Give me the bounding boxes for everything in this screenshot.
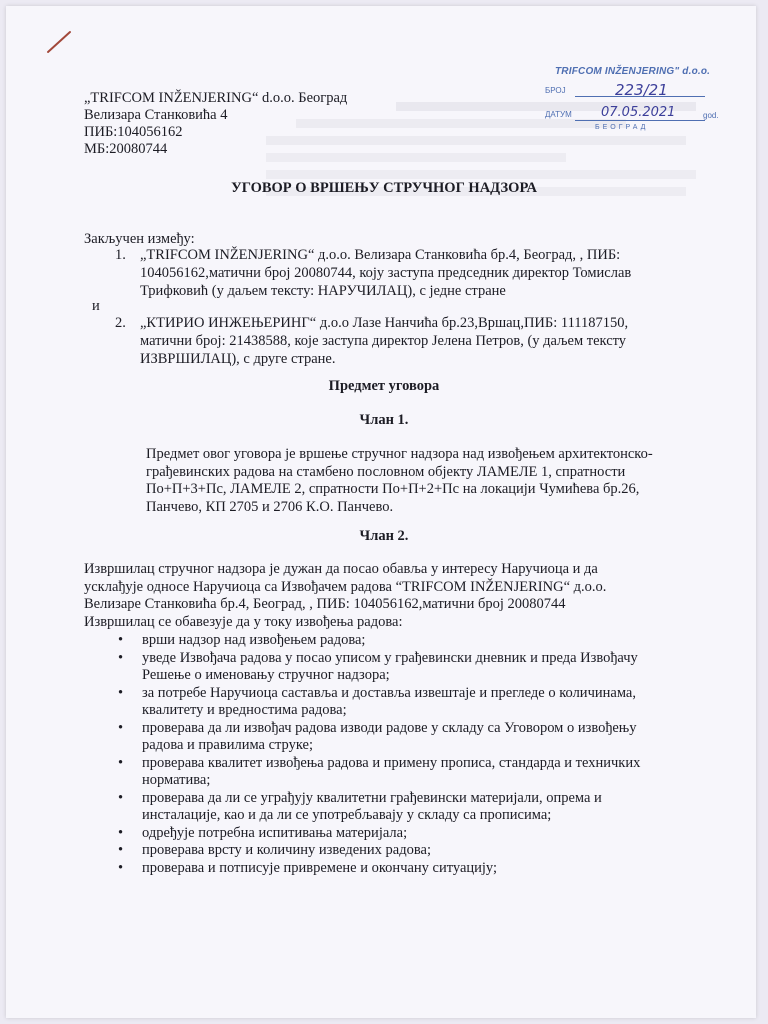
duty-line: инсталације, као и да ли се употребљавају у складу са прописима; <box>142 807 552 823</box>
stamp-number-label: БРОЈ <box>545 86 566 95</box>
stamp-year-suffix: god. <box>703 111 719 120</box>
duty-item <box>118 860 640 878</box>
bullet-icon: • <box>118 719 124 736</box>
article-1-heading: Члан 1. <box>359 412 409 428</box>
duty-line: уведе Извођача радова у посао уписом у грађевински дневник и преда Извођачу <box>142 649 638 666</box>
bullet-icon: • <box>118 684 124 701</box>
duty-item <box>118 650 640 685</box>
bullet-icon: • <box>118 842 124 858</box>
pen-stroke-mark <box>44 26 74 56</box>
duty-line: врши надзор над извођењем радова; <box>142 632 366 648</box>
bullet-icon: • <box>118 632 124 648</box>
stamp-date-label: ДАТУМ <box>545 110 572 119</box>
party-1-number: 1. <box>115 247 126 263</box>
duties-list <box>118 632 640 877</box>
article-2-heading: Члан 2. <box>359 528 409 544</box>
bullet-icon: • <box>118 859 124 876</box>
party-2-line: „КТИРИО ИНЖЕЊЕРИНГ“ д.о.о Лазе Нанчића бр.23,Вршац,ПИБ: 111187150, <box>140 315 629 331</box>
duty-line: за потребе Наручиоца саставља и доставља извештаје и прегледе о количинама, <box>142 684 636 701</box>
duty-item <box>118 790 640 825</box>
party-2-line: матични број: 21438588, које заступа директор Јелена Петров, (у даљем тексту <box>140 333 627 349</box>
duty-line: проверава квалитет извођења радова и примену прописа, стандарда и техничких <box>142 754 641 771</box>
and-conjunction: и <box>92 298 100 314</box>
article-2-line: Извршилац се обавезује да у току извођења радова: <box>84 613 403 630</box>
stamp-company: TRIFCOM INŽENJERING" d.o.o. <box>555 66 711 77</box>
duty-item <box>118 825 640 843</box>
article-2-text <box>84 561 606 631</box>
duty-line: одређује потребна испитивања материјала; <box>142 824 408 841</box>
sender-header <box>84 90 347 158</box>
registration-stamp <box>545 64 725 134</box>
duty-item <box>118 755 640 790</box>
party-1-line: Трифковић (у даљем тексту: НАРУЧИЛАЦ), с једне стране <box>140 283 506 299</box>
party-1-line: „TRIFCOM INŽENJERING“ д.о.о. Велизара Станковића бр.4, Београд, , ПИБ: <box>140 247 621 263</box>
bullet-icon: • <box>118 754 124 771</box>
sender-mb: МБ:20080744 <box>84 141 168 157</box>
article-2-line: Велизаре Станковића бр.4, Београд, , ПИБ: 104056162,матични број 20080744 <box>84 596 566 612</box>
party-1-text <box>140 246 631 300</box>
party-2-number: 2. <box>115 315 126 331</box>
duty-item <box>118 632 640 650</box>
article-1-line: грађевинских радова на стамбено пословном објекту ЛАМЕЛЕ 1, спратности <box>146 463 626 480</box>
duty-line: норматива; <box>142 772 211 788</box>
duty-item <box>118 720 640 755</box>
party-2-text <box>140 314 628 368</box>
article-1-line: Панчево, КП 2705 и 2706 К.О. Панчево. <box>146 498 394 515</box>
duty-line: Решење о именовању стручног надзора; <box>142 667 390 683</box>
article-2-line: усклађује односе Наручиоца са Извођачем радова “TRIFCOM INŽENJERING“ д.о.о. <box>84 578 607 595</box>
duty-line: проверава да ли се уграђују квалитетни грађевински материјали, опрема и <box>142 789 602 806</box>
stamp-city: БЕОГРАД <box>595 124 649 131</box>
subject-heading: Предмет уговора <box>328 378 440 394</box>
article-1-line: По+П+3+Пс, ЛАМЕЛЕ 2, спратности По+П+2+Пс на локацији Чумићева бр.26, <box>146 481 640 497</box>
duty-line: проверава да ли извођач радова изводи радове у складу са Уговором о извођењу <box>142 719 637 736</box>
stamp-date-line <box>575 120 705 121</box>
party-2-line: ИЗВРШИЛАЦ), с друге стране. <box>140 351 336 367</box>
sender-company: „TRIFCOM INŽENJERING“ d.o.o. Београд <box>84 90 348 106</box>
bullet-icon: • <box>118 789 124 806</box>
bullet-icon: • <box>118 649 124 666</box>
stamp-number-value: 223/21 <box>615 81 668 99</box>
duty-item <box>118 842 640 860</box>
sender-pib: ПИБ:104056162 <box>84 124 183 140</box>
article-1-text <box>146 446 653 516</box>
duty-line: проверава и потписује привремене и окончану ситуацију; <box>142 859 498 876</box>
bullet-icon: • <box>118 824 124 841</box>
duty-line: радова и правилима струке; <box>142 737 314 753</box>
article-2-line: Извршилац стручног надзора је дужан да посао обавља у интересу Наручиоца и да <box>84 561 598 577</box>
article-1-line: Предмет овог уговора је вршење стручног надзора над извођењем архитектонско- <box>146 446 653 462</box>
document-title: УГОВОР О ВРШЕЊУ СТРУЧНОГ НАДЗОРА <box>231 180 537 196</box>
party-1-line: 104056162,матични број 20080744, коју заступа председник директор Томислав <box>140 265 632 281</box>
concluded-between: Закључен између: <box>84 231 195 247</box>
stamp-date-value: 07.05.2021 <box>601 105 676 120</box>
duty-item <box>118 685 640 720</box>
duty-line: проверава врсту и количину изведених радова; <box>142 842 431 858</box>
duty-line: квалитету и вредностима радова; <box>142 702 347 718</box>
sender-address: Велизара Станковића 4 <box>84 107 228 123</box>
